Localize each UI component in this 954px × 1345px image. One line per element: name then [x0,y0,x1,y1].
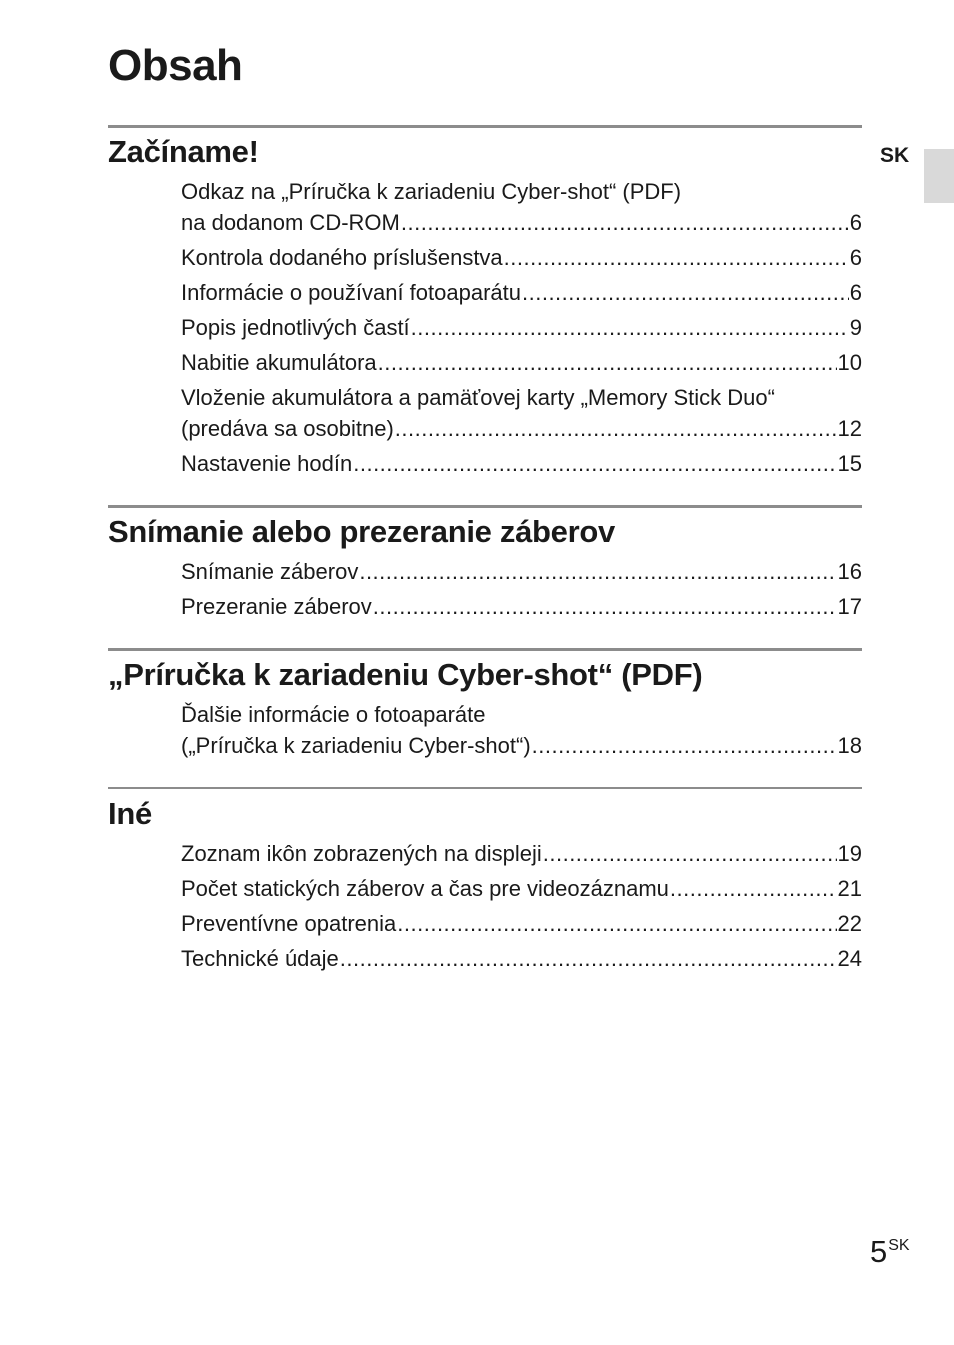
toc-entry-page: 6 [849,245,862,270]
toc-entry[interactable] [181,312,862,343]
toc-entry[interactable] [181,873,862,904]
toc-entry[interactable] [181,838,862,869]
dot-leader [543,838,837,869]
toc-entry-page: 15 [837,451,862,476]
section-divider [108,125,862,128]
toc-entry-title: Preventívne opatrenia [181,911,397,936]
toc-section-shooting-viewing [108,505,862,635]
toc-entry-page: 10 [837,350,862,375]
toc-entry-page: 16 [837,559,862,584]
toc-entry-page: 9 [849,315,862,340]
section-heading: Snímanie alebo prezeranie záberov [108,514,615,549]
dot-leader [378,347,837,378]
toc-entry-first-line: Odkaz na „Príručka k zariadeniu Cyber-shot“ (PDF) [181,179,682,204]
language-tab-label: SK [880,144,910,167]
toc-entry-title: Technické údaje [181,946,339,971]
toc-entry[interactable] [181,347,862,378]
toc-entry-first-line: Ďalšie informácie o fotoaparáte [181,702,486,727]
toc-list [181,176,862,479]
toc-entry[interactable] [181,277,862,308]
toc-entry[interactable] [181,943,862,974]
toc-entry-title: na dodanom CD-ROM [181,210,400,235]
toc-entry-title: Zoznam ikôn zobrazených na displeji [181,841,542,866]
toc-entry-page: 6 [849,210,862,235]
toc-entry-title: Počet statických záberov a čas pre videozáznamu [181,876,669,901]
toc-entry-title: Nastavenie hodín [181,451,353,476]
dot-leader [353,448,836,479]
page-number-suffix: SK [888,1237,910,1254]
section-divider [108,787,862,789]
toc-entry-page: 19 [837,841,862,866]
toc-entry-page: 17 [837,594,862,619]
toc-entry-page: 21 [837,876,862,901]
toc-entry-page: 6 [849,280,862,305]
toc-entry-title: Nabitie akumulátora [181,350,377,375]
toc-entry-page: 12 [837,416,862,441]
dot-leader [522,277,849,308]
page-number [870,1236,910,1267]
toc-list [181,699,862,761]
toc-entry[interactable] [181,242,862,273]
toc-entry[interactable] [181,556,862,587]
toc-entry-page: 22 [837,911,862,936]
dot-leader [670,873,837,904]
dot-leader [340,943,837,974]
toc-section-handbook-pdf [108,648,862,768]
toc-entry[interactable] [181,448,862,479]
toc-section-other [108,787,862,987]
toc-entry-first-line: Vloženie akumulátora a pamäťovej karty „Memory Stick Duo“ [181,385,775,410]
section-heading: Začíname! [108,134,259,169]
toc-entry-title: Prezeranie záberov [181,594,372,619]
section-heading: Iné [108,796,152,831]
toc-entry[interactable] [181,908,862,939]
toc-entry-title: Popis jednotlivých častí [181,315,410,340]
toc-entry-title: Informácie o používaní fotoaparátu [181,280,521,305]
dot-leader [359,556,836,587]
toc-entry[interactable] [181,382,862,444]
dot-leader [373,591,837,622]
toc-entry[interactable] [181,176,862,238]
language-tab-marker [924,149,954,203]
toc-list [181,838,862,974]
dot-leader [397,908,836,939]
toc-entry-page: 24 [837,946,862,971]
toc-entry[interactable] [181,699,862,761]
toc-entry[interactable] [181,591,862,622]
section-divider [108,505,862,508]
dot-leader [401,207,849,238]
page-title: Obsah [108,41,243,90]
toc-entry-title: Kontrola dodaného príslušenstva [181,245,503,270]
toc-entry-page: 18 [837,733,862,758]
dot-leader [532,730,837,761]
toc-entry-title: (predáva sa osobitne) [181,416,394,441]
toc-entry-title: („Príručka k zariadeniu Cyber-shot“) [181,733,531,758]
dot-leader [395,413,837,444]
dot-leader [504,242,849,273]
toc-list [181,556,862,622]
dot-leader [411,312,849,343]
toc-section-getting-started [108,125,862,485]
section-divider [108,648,862,651]
toc-entry-title: Snímanie záberov [181,559,359,584]
page-number-value: 5 [870,1234,888,1269]
section-heading: „Príručka k zariadeniu Cyber-shot“ (PDF) [108,657,703,692]
